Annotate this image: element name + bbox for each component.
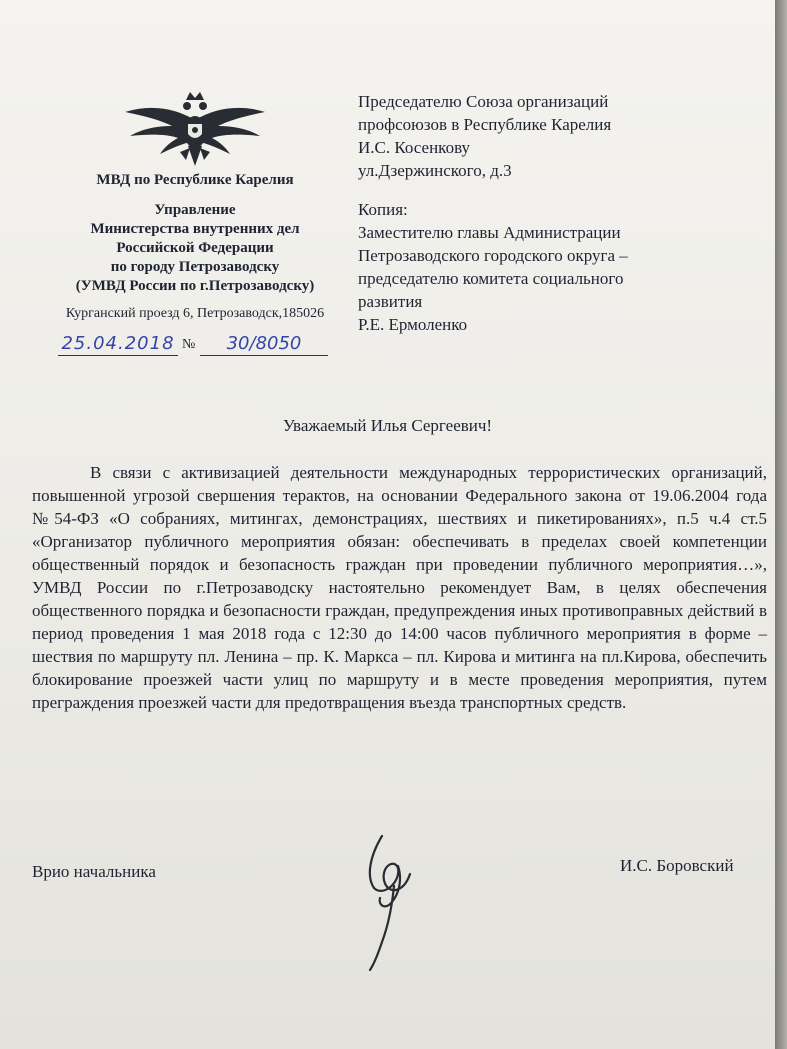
registration-line (58, 333, 330, 359)
copy-line: Заместителю главы Администрации (358, 223, 621, 242)
handwritten-signature-icon (352, 826, 432, 976)
copy-line: Р.Е. Ермоленко (358, 315, 468, 334)
greeting: Уважаемый Илья Сергеевич! (282, 416, 493, 435)
copy-line: развития (358, 292, 423, 311)
registration-number-label: № (182, 337, 196, 352)
signatory-name: И.С. Боровский (620, 856, 734, 875)
addressee-line: ул.Дзержинского, д.3 (358, 161, 512, 180)
addressee-block (358, 90, 758, 336)
sender-block (40, 90, 350, 322)
copy-label: Копия: (358, 200, 408, 219)
emblem-icon (120, 90, 270, 170)
page-edge-shadow (775, 0, 787, 1049)
dept-line: Российской Федерации (116, 240, 274, 256)
dept-line: Министерства внутренних дел (90, 221, 300, 237)
sender-address: Курганский проезд 6, Петрозаводск,185026 (65, 306, 325, 321)
dept-line: Управление (154, 202, 236, 218)
addressee-line: Председателю Союза организаций (358, 92, 609, 111)
org-name: МВД по Республике Карелия (96, 172, 294, 188)
signatory-title: Врио начальника (32, 862, 156, 881)
dept-line: по городу Петрозаводску (110, 259, 280, 275)
body-paragraph: В связи с активизацией деятельности международных террористических организаций, повышенной угрозой свершения терактов, на основании Федерального закона от 19.06.2004 года №54-ФЗ «О собраниях, митингах, демонстрациях, шествиях и пикетированиях», п.5 ч.4 ст.5 «Организатор публичного мероприятия обязан: обеспечивать в пределах своей компетенции общественный порядок и безопасность граждан при проведении публичного мероприятия…», УМВД России по г.Петрозаводску настоятельно рекомендует Вам, в целях обеспечения общественного порядка и безопасности граждан, предупреждения иных противоправных действий в период проведения 1 мая 2018 года с 12:30 до 14:00 часов публичного мероприятия в форме – шествия по маршруту пл. Ленина – пр. К. Маркса – пл. Кирова и митинга на пл.Кирова, обеспечить блокирование проезжей части улиц по маршруту и в месте проведения мероприятия, путем преграждения проезжей части для предотвращения въезда транспортных средств. (32, 463, 767, 712)
registration-date: 25.04.2018 (58, 333, 178, 356)
dept-line: (УМВД России по г.Петрозаводску) (75, 278, 315, 294)
registration-number: 30/8050 (200, 333, 328, 356)
copy-line: Петрозаводского городского округа – (358, 246, 628, 265)
org-department (40, 201, 350, 296)
addressee-line: профсоюзов в Республике Карелия (358, 115, 612, 134)
addressee-line: И.С. Косенкову (358, 138, 471, 157)
copy-line: председателю комитета социального (358, 269, 624, 288)
